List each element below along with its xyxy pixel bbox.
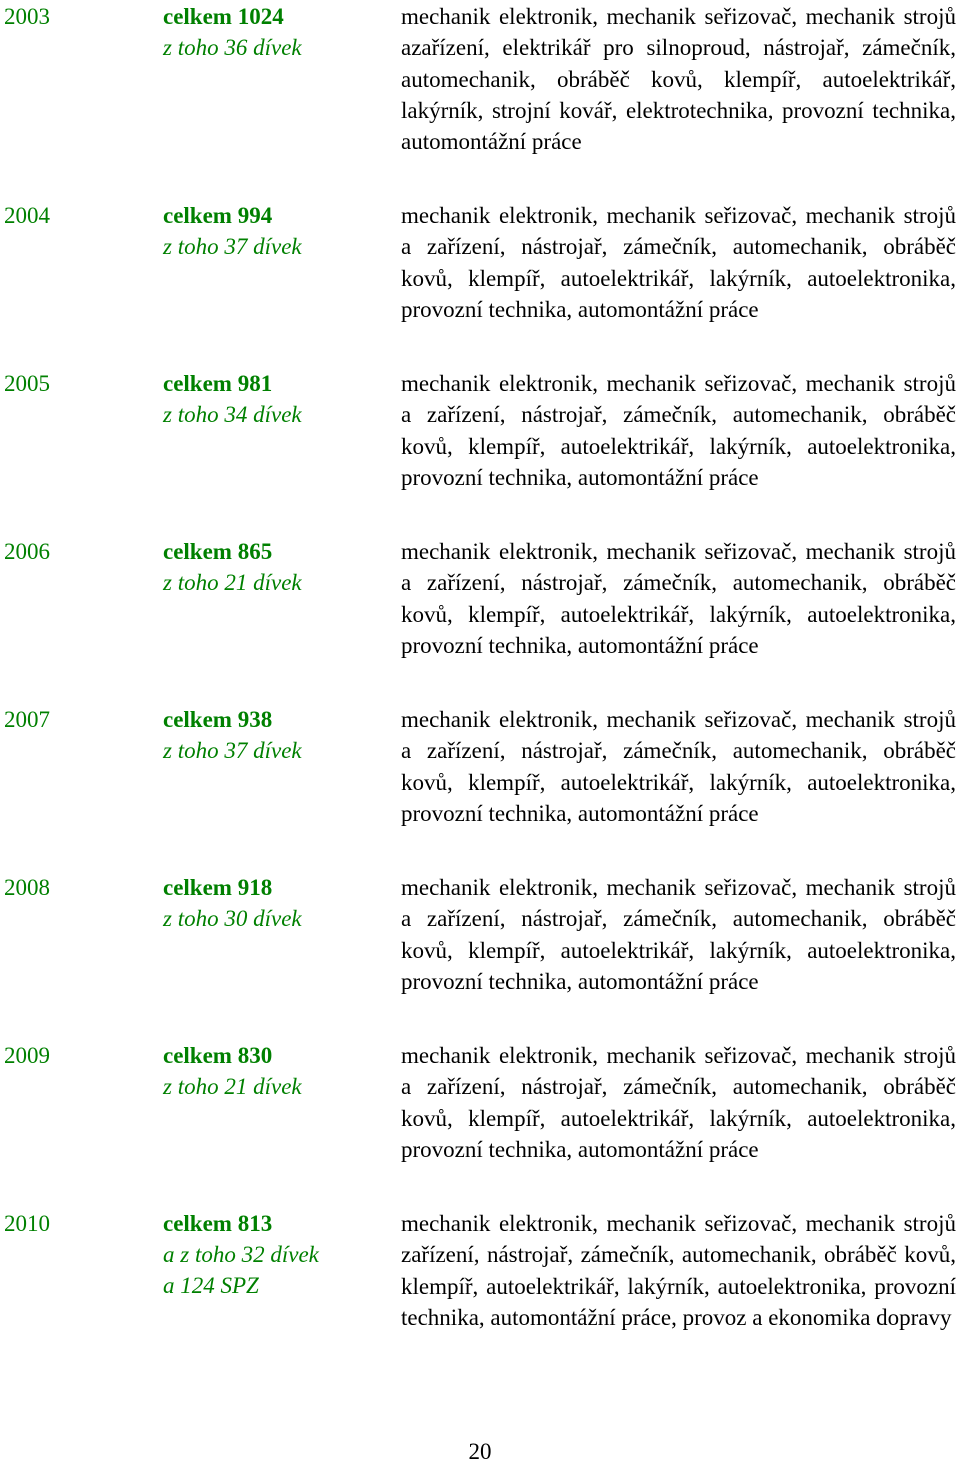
totals-block: [163, 1040, 383, 1102]
year-label: 2008: [4, 875, 50, 900]
year-label: 2010: [4, 1211, 50, 1236]
fields-list: mechanik elektronik, mechanik seřizovač, mechanik strojů a zařízení, nástrojař, zámečník, automechanik, obráběč kovů, klempíř, autoelektrikář, lakýrník, autoelektronika, provozní technika, automontážní práce: [401, 371, 956, 490]
year-label: 2007: [4, 707, 50, 732]
fields-list: mechanik elektronik, mechanik seřizovač, mechanik strojů a zařízení, nástrojař, zámečník, automechanik, obráběč kovů, klempíř, autoelektrikář, lakýrník, autoelektronika, provozní technika, automontážní práce: [401, 203, 956, 322]
girls-count: z toho 30 dívek: [163, 906, 302, 931]
year-label: 2009: [4, 1043, 50, 1068]
total-count: celkem 830: [163, 1043, 273, 1068]
spz-count: a 124 SPZ: [163, 1273, 259, 1298]
girls-count: z toho 21 dívek: [163, 570, 302, 595]
year-entry-2010: [0, 1208, 960, 1398]
total-count: celkem 918: [163, 875, 273, 900]
total-count: celkem 938: [163, 707, 273, 732]
girls-count: z toho 21 dívek: [163, 1074, 302, 1099]
girls-count: z toho 37 dívek: [163, 234, 302, 259]
fields-list: mechanik elektronik, mechanik seřizovač, mechanik strojů a zařízení, nástrojař, zámečník, automechanik, obráběč kovů, klempíř, autoelektrikář, lakýrník, autoelektronika, provozní technika, automontážní práce: [401, 875, 956, 994]
fields-list: mechanik elektronik, mechanik seřizovač, mechanik strojů azařízení, elektrikář pro silnoproud, nástrojař, zámečník, automechanik, obráběč kovů, klempíř, autoelektrikář, lakýrník, strojní kovář, elektrotechnika, provozní technika, automontážní práce: [401, 4, 956, 155]
year-label: 2003: [4, 4, 50, 29]
total-count: celkem 981: [163, 371, 273, 396]
year-label: 2004: [4, 203, 50, 228]
girls-count: z toho 34 dívek: [163, 402, 302, 427]
total-count: celkem 994: [163, 203, 273, 228]
girls-count: z toho 36 dívek: [163, 35, 302, 60]
year-label: 2005: [4, 371, 50, 396]
year-entry-2008: [0, 872, 960, 1032]
year-entry-2009: [0, 1040, 960, 1200]
page-number-text: 20: [468, 1439, 492, 1464]
totals-block: [163, 1208, 383, 1301]
year-entry-2007: [0, 704, 960, 864]
year-entry-2004: [0, 200, 960, 360]
fields-list: mechanik elektronik, mechanik seřizovač, mechanik strojů a zařízení, nástrojař, zámečník, automechanik, obráběč kovů, klempíř, autoelektrikář, lakýrník, autoelektronika, provozní technika, automontážní práce: [401, 1043, 956, 1162]
fields-list: mechanik elektronik, mechanik seřizovač, mechanik strojů zařízení, nástrojař, zámečník, automechanik, obráběč kovů, klempíř, autoelektrikář, lakýrník, autoelektronika, provozní technika, automontážní práce, provoz a ekonomika dopravy: [401, 1211, 956, 1330]
fields-list: mechanik elektronik, mechanik seřizovač, mechanik strojů a zařízení, nástrojař, zámečník, automechanik, obráběč kovů, klempíř, autoelektrikář, lakýrník, autoelektronika, provozní technika, automontážní práce: [401, 539, 956, 658]
totals-block: [163, 872, 383, 934]
girls-count: a z toho 32 dívek: [163, 1242, 319, 1267]
totals-block: [163, 704, 383, 766]
year-entry-2005: [0, 368, 960, 528]
girls-count: z toho 37 dívek: [163, 738, 302, 763]
page-number: [0, 1438, 960, 1466]
year-label: 2006: [4, 539, 50, 564]
total-count: celkem 813: [163, 1211, 273, 1236]
year-entry-2003: [0, 1, 960, 187]
totals-block: [163, 1, 383, 63]
totals-block: [163, 200, 383, 262]
fields-list: mechanik elektronik, mechanik seřizovač, mechanik strojů a zařízení, nástrojař, zámečník, automechanik, obráběč kovů, klempíř, autoelektrikář, lakýrník, autoelektronika, provozní technika, automontážní práce: [401, 707, 956, 826]
year-entry-2006: [0, 536, 960, 696]
total-count: celkem 865: [163, 539, 273, 564]
total-count: celkem 1024: [163, 4, 284, 29]
totals-block: [163, 368, 383, 430]
totals-block: [163, 536, 383, 598]
